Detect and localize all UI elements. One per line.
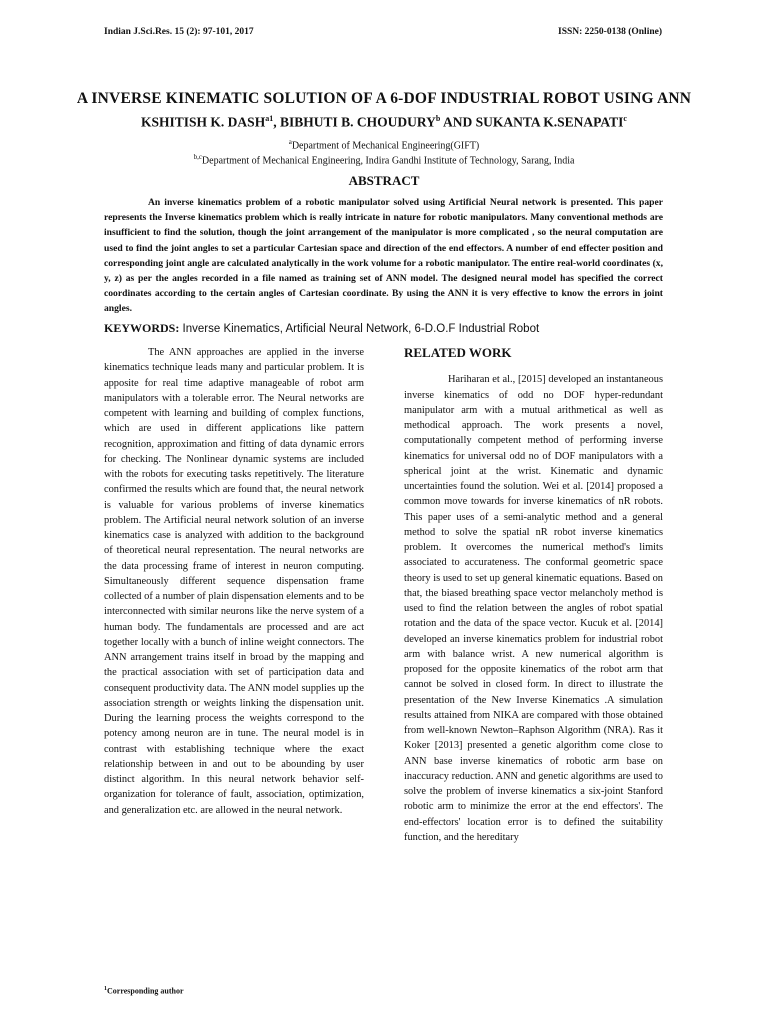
author-separator: ,: [273, 114, 280, 130]
body-paragraph: Hariharan et al., [2015] developed an instantaneous inverse kinematics of odd no DOF hyper-redundant manipulator arm with a mutual arithmetical as well as methodical approach. The work presents a novel, computationally competent method of performing inverse kinematics for universal odd no of DOF manipulators with a spherical joint at the wrist. Kinematic and dynamic uncertainties found the solution. Wei et al. [2014] proposed a common move towards for inverse kinematics of nR robots. This paper uses of a semi-analytic method and a general method to solve the spatial nR robot inverse kinematics problem. It overcomes the numerical method's limits associated to accurateness. The conformal geometric space theory is used to set up general kinematic equations. Based on that, the biased breathing space vector melancholy method is used to find the relation between the angles of robot spatial rotation and the data of the space vector. Kucuk et al. [2014] developed an inverse kinematics problem for industrial robot arm with balance wrist. A new numerical algorithm is proposed for the opposite kinematics of the robot arm that cannot be solved in closed form. In direct to illustrate the presentation of the New Inverse Kinematics .A simulation results attained from NIKA are compared with those obtained from well-known Newton–Raphson Algorithm (NRA). Ras it Koker [2013] presented a genetic algorithm come close to ANN base inverse kinematics of robotic arm base on inaccuracy reduction. ANN and genetic algorithms are used to solve the problem of inverse kinematics a six-joint Stanford robotic arm to minimize the error at the end effectors'. The end-effectors' location error is to defined the suitability function, and the hereditary: [404, 374, 663, 843]
section-heading: RELATED WORK: [404, 345, 512, 360]
author-separator: AND: [440, 114, 476, 130]
author-sup: a1: [265, 114, 274, 123]
journal-citation: Indian J.Sci.Res. 15 (2): 97-101, 2017: [104, 27, 254, 37]
author-list: [0, 114, 768, 131]
affiliation-sup: b,c: [193, 153, 202, 161]
left-column: [104, 345, 364, 818]
author-name: KSHITISH K. DASH: [141, 114, 266, 130]
abstract-body: An inverse kinematics problem of a robotic manipulator solved using Artificial Neural network is presented. This paper represents the Inverse kinematics problem which is really intricate in nature for robotic manipulators. Many conventional methods are insufficient to find the solution, though the joint arrangement of the manipulator is more complicated , so the neural computation are used to find the joint angles to set a particular Cartesian space and direction of the end effectors. A number of end effecter position and corresponding joint angle are calculated analytically in the work volume for a robotic manipulator. The entire real-world coordinates (x, y, z) as per the angles recorded in a file named as training set of ANN model. The designed neural model has specified the correct coordinates according to the certain angles of Cartesian coordinate. By using the ANN it is very effective to know the errors in joint angles.: [104, 197, 663, 315]
author-sup: c: [623, 114, 627, 123]
affiliation: [0, 153, 768, 166]
footnote: [104, 986, 184, 996]
keywords-label: KEYWORDS:: [104, 321, 180, 335]
abstract-heading: ABSTRACT: [348, 173, 420, 188]
keywords-text: Inverse Kinematics, Artificial Neural Network, 6-D.O.F Industrial Robot: [179, 323, 540, 335]
keywords: [104, 321, 664, 336]
author-name: BIBHUTI B. CHOUDURY: [279, 114, 436, 130]
right-column: [404, 345, 663, 845]
affiliation: [0, 138, 768, 151]
author-sup: b: [435, 114, 441, 123]
affiliation-text: Department of Mechanical Engineering(GIFT): [291, 140, 480, 152]
affiliation-text: Department of Mechanical Engineering, Indira Gandhi Institute of Technology, Sarang, India: [201, 155, 575, 167]
footnote-text: Corresponding author: [107, 986, 184, 996]
body-paragraph: The ANN approaches are applied in the inverse kinematics technique leads many and particular problem. It is apposite for real time adaptive manageable of robot arm manipulators with a tolerable error. The Neural networks are competent with learning and building of complex functions, which are used in different applications like pattern recognition, approximation and fitting of data dynamic errors for checking. The Nonlinear dynamic systems are included with the robots for executing tasks repetitively. The literature confirmed the results which are found that, the neural network is valuable for various problems of inverse kinematics problem. The Artificial neural network solution of an inverse kinematics case is analyzed with addition to the background of theoretical neural representation. The neural networks are the data processing frame of interest in neuron computing. Simultaneously different sequence dispensation frame collected of a number of plain dispensation elements and to be interconnected with similar neurons like the nerve system of a human body. The fundamentals are processed and are act together locally with a bunch of inline weight connectors. The ANN arrangement trains itself in broad by the mapping and the practical association with set of participation data and consequent productivity data. The ANN model supplies up the association strength or weights linking the dispensation unit. During the learning process the weights correspond to the potency among neuron are in tune. The neural model is in contrast with establishing technique where the exact relationship between in and out to be abounding by user distinct algorithm. In this neural network behavior self-organization for tolerance of fault, association, optimization, and generalization etc. are allowed in the neural network.: [104, 347, 364, 816]
author-name: SUKANTA K.SENAPATI: [475, 114, 624, 130]
paper-title: A INVERSE KINEMATIC SOLUTION OF A 6-DOF INDUSTRIAL ROBOT USING ANN: [76, 90, 692, 107]
footnote-sup: 1: [104, 986, 107, 992]
affiliation-sup: a: [288, 138, 292, 146]
issn: ISSN: 2250-0138 (Online): [558, 27, 662, 37]
